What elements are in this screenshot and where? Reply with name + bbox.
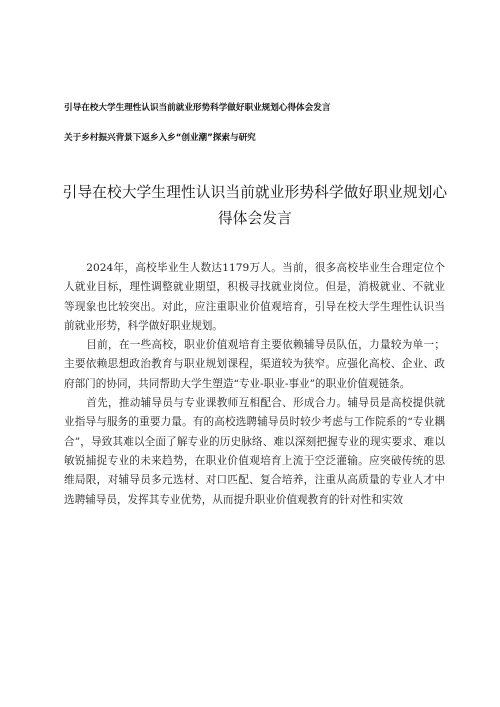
toc-item-1: 引导在校大学生理性认识当前就业形势科学做好职业规划心得体会发言	[64, 103, 331, 113]
paragraph-1: 2024年，高校毕业生人数达1179万人。当前，很多高校毕业生合理定位个人就业目标，理性调整就业期望，积极寻找就业岗位。但是，消极就业、不就业等现象也比较突出。对此，应注重职业价值观培育，引导在校大学生理性认识当前就业形势，科学做好职业规划。	[64, 262, 445, 332]
toc-item-2: 关于乡村振兴背景下返乡入乡“创业潮”探索与研究	[64, 133, 256, 143]
paragraph-2: 目前，在一些高校，职业价值观培育主要依赖辅导员队伍，力量较为单一；主要依赖思想政治教育与职业规划课程，渠道较为狭窄。应强化高校、企业、政府部门的协同，共同帮助大学生塑造“专业-职业-事业”的职业价值观链条。	[64, 339, 445, 390]
paragraph-3: 首先，推动辅导员与专业课教师互相配合、形成合力。辅导员是高校提供就业指导与服务的重要力量。有的高校选聘辅导员时较少考虑与工作院系的“专业耦合”，导致其难以全面了解专业的历史脉络、难以深刻把握专业的现实要求、难以敏锐捕捉专业的未来趋势，在职业价值观培育上流于空泛灌输。应突破传统的思维局限，对辅导员多元选材、对口匹配、复合培养，注重从高质量的专业人才中选聘辅导员，发挥其专业优势，从而提升职业价值观教育的针对性和实效	[64, 397, 445, 506]
article-title: 引导在校大学生理性认识当前就业形势科学做好职业规划心得体会发言	[62, 184, 448, 227]
article-body	[64, 259, 445, 510]
